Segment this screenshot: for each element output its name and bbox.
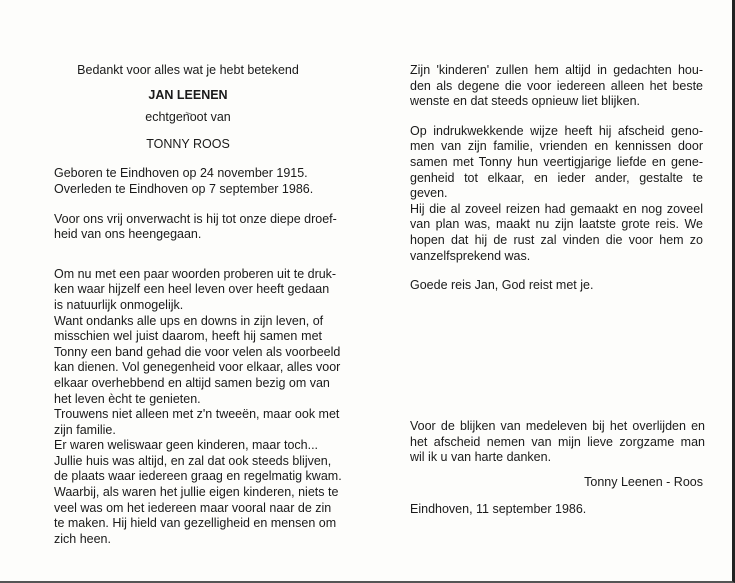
text-line: Trouwens niet alleen met z'n tweeën, maar ook met [54,407,340,422]
text-line: misschien wel juist daarom, heeft hij samen met [54,329,322,344]
paragraph-2 [54,266,342,548]
text-line: Voor de blijken van medeleven bij het overlijden en [410,419,705,433]
text-line: vanzelfsprekend was. [410,248,531,263]
text-line: van plan was, maakt nu zijn laatste grote reis. We [410,217,703,232]
text-line: samen met Tonny hun veertigjarige liefde en gene- [410,154,703,169]
farewell-line: Goede reis Jan, God reist met je. [410,278,594,293]
signature: Tonny Leenen - Roos [584,475,703,489]
text-line: ken waar hijzelf een heel leven over heeft gedaan [54,282,330,297]
left-column [54,63,342,547]
paragraph-3 [410,63,703,110]
text-line: Jullie huis was altijd, en zal dat ook steeds blijven, [54,453,332,468]
birth-line: Geboren te Eindhoven op 24 november 1915. [54,166,308,181]
text-line: wil ik u van harte danken. [410,450,552,465]
text-line: veel was om het iedereen maar vooral naar de zin [54,500,332,515]
spouse-name: TONNY ROOS [146,136,230,151]
text-line: Hij die al zoveel reizen had gemaakt en nog zoveel [410,201,703,216]
death-line: Overleden te Eindhoven op 7 september 1986. [54,181,314,196]
dedication-text: Bedankt voor alles wat je hebt betekend [77,63,299,77]
text-line: zich heen. [54,531,111,546]
right-column [410,63,703,294]
text-line: kan dienen. Vol genegenheid voor elkaar, alles voor [54,360,341,375]
text-line: Zijn 'kinderen' zullen hem altijd in gedachten hou- [410,63,703,77]
text-line: genheid tot elkaar, en ieder ander, gestalte te [410,170,703,185]
text-line: Er waren weliswaar geen kinderen, maar toch... [54,438,319,453]
text-line: wenste en dat steeds opnieuw liet blijken. [410,94,641,109]
thanks-paragraph [410,419,705,466]
text-line: Want ondanks alle ups en downs in zijn leven, of [54,313,324,328]
text-line: de plaats waar iedereen graag en regelmatig kwam. [54,469,342,484]
text-line: heid van ons heengegaan. [54,227,202,242]
text-line: Voor ons vrij onverwacht is hij tot onze diepe droef- [54,211,337,226]
text-line: is natuurlijk onmogelijk. [54,297,184,312]
text-line: Op indrukwekkende wijze heeft hij afscheid geno- [410,123,703,138]
text-line: hopen dat hij de rust zal vinden die voor hem zo [410,232,703,247]
text-line: Tonny een band gehad die voor velen als voorbeeld [54,344,341,359]
text-line: te maken. Hij hield van gezelligheid en mensen om [54,516,337,531]
text-line: het afscheid nemen van mijn lieve zorgzame man [410,434,705,449]
paragraph-4 [410,124,703,264]
birth-death-block [54,166,322,197]
text-line: men van zijn familie, vrienden en kennissen door [410,139,703,154]
text-line: den als degene die voor iedereen alleen het beste [410,78,703,93]
spouse-label: echtgenoot van [145,110,231,125]
place-date: Eindhoven, 11 september 1986. [410,502,587,516]
text-line: Waarbij, als waren het jullie eigen kinderen, niets te [54,485,339,500]
text-line: elkaar overhebbend en altijd samen bezig om van [54,375,330,390]
text-line: het leven ècht te genieten. [54,391,201,406]
text-line: Om nu met een paar woorden proberen uit te druk- [54,266,337,281]
text-line: geven. [410,186,448,201]
paragraph-1 [54,211,337,243]
deceased-name: JAN LEENEN [148,87,228,102]
text-line: zijn familie. [54,422,116,437]
